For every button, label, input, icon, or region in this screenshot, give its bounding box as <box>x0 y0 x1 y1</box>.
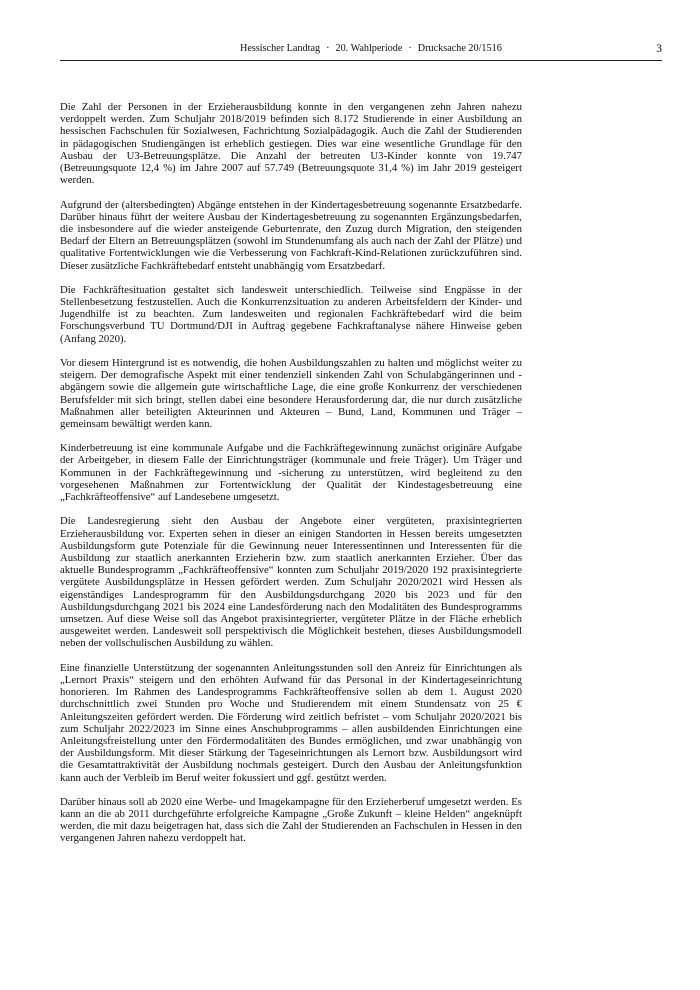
publication-name: Hessischer Landtag <box>240 43 321 54</box>
header-separator: · <box>326 43 330 54</box>
legislative-period: 20. Wahlperiode <box>335 43 403 54</box>
header-separator: · <box>408 43 412 54</box>
paragraph: Die Fachkräftesituation gestaltet sich landesweit unterschiedlich. Teilweise sind Engpässe in der Stellenbesetzung festzustellen. Auch die Konkurrenzsituation zu anderen Arbeitsfeldern der Kinder- und Jugendhilfe ist zu beachten. Zum landesweiten und regionalen Fachkräftebedarf wird die beim Forschungsverbund TU Dortmund/DJI in Auftrag gegebene Fachkraftanalyse nähere Hinweise geben (Anfang 2020). <box>60 283 522 345</box>
running-head <box>240 40 502 58</box>
paragraph: Kinderbetreuung ist eine kommunale Aufgabe und die Fachkräftegewinnung zunächst originäre Aufgabe der Arbeitgeber, in diesem Falle der Einrichtungsträger (kommunale und freie Träger). Um Träger und Kommunen in der Fachkräftegewinnung und -sicherung zu unterstützen, wird begleitend zu den vorgesehenen Maßnahmen zur Fortentwicklung der Qualität der Kindestagesbetreuung eine „Fachkräfteoffensive“ auf Landesebene umgesetzt. <box>60 442 522 504</box>
header-rule <box>60 60 662 61</box>
paragraph: Die Zahl der Personen in der Erzieherausbildung konnte in den vergangenen zehn Jahren nahezu verdoppelt werden. Zum Schuljahr 2018/2019 befinden sich 8.172 Studierende in einer Ausbildung an hessischen Fachschulen für Sozialwesen, Fachrichtung Sozialpädagogik. Auch die Zahl der Studierenden in pädagogischen Studiengängen ist erheblich gestiegen. Dies war eine wesentliche Grundlage für den Ausbau der U3-Betreuungsplätze. Die Anzahl der betreuten U3-Kinder konnte von 19.747 (Betreuungsquote 12,4 %) im Jahre 2007 auf 57.749 (Betreuungsquote 31,4 %) im Jahr 2019 gesteigert werden. <box>60 101 522 187</box>
document-number: Drucksache 20/1516 <box>417 43 502 54</box>
paragraph: Eine finanzielle Unterstützung der sogenannten Anleitungsstunden soll den Anreiz für Einrichtungen als „Lernort Praxis“ steigern und den erhöhten Aufwand für das Personal in der Kindertageseinrichtung honorieren. Im Rahmen des Landesprogramms Fachkräfteoffensive sollen ab dem 1. August 2020 durchschnittlich zwei Stunden pro Woche und Studierendem mit einem Stundensatz von 25 € Anleitungszeiten gefördert werden. Die Förderung wird zeitlich befristet – vom Schuljahr 2020/2021 bis zum Schuljahr 2022/2023 im Sinne eines Anschubprogramms – allen ausbildenden Einrichtungen eine Anleitungsfreistellung unter den Fördermodalitäten des Bundes ermöglichen, und zwar unabhängig von der Ausbildungsform. Mit dieser Stärkung der Tageseinrichtungen als Lernort bzw. Ausbildungsort wird die Gesamtattraktivität der Ausbildung nochmals gesteigert. Durch den Ausbau der Anleitungsfunktion kann auch der Verbleib im Beruf weiter fokussiert und ggf. gestützt werden. <box>60 661 522 784</box>
paragraph: Aufgrund der (altersbedingten) Abgänge entstehen in der Kindertagesbetreuung sogenannte Ersatzbedarfe. Darüber hinaus führt der weitere Ausbau der Kindertagesbetreuung zu sogenannten Ergänzungsbedarfen, die insbesondere auf die wieder ansteigende Geburtenrate, den Zuzug durch Migration, den steigenden Bedarf der Eltern an Betreuungsplätzen (sowohl im Stundenumfang als auch nach der Zahl der Plätze) und qualitative Fortentwicklungen wie die Verbesserung von Fachkraft-Kind-Relationen zurückzuführen sind. Dieser zusätzliche Fachkräftebedarf entsteht unabhängig vom Ersatzbedarf. <box>60 198 522 272</box>
page-number: 3 <box>656 43 662 55</box>
paragraph: Vor diesem Hintergrund ist es notwendig, die hohen Ausbildungszahlen zu halten und möglichst weiter zu steigern. Der demografische Aspekt mit einer tendenziell sinkenden Zahl von Schulabgängerinnen und -abgängern sowie die allgemein gute wirtschaftliche Lage, die eine große Konkurrenz der verschiedenen Berufsfelder mit sich bringt, stellen dabei eine besondere Herausforderung dar, die nur durch zusätzliche Maßnahmen aller beteiligten Akteurinnen und Akteuren – Bund, Land, Kommunen und Träger – gemeinsam bewältigt werden kann. <box>60 356 522 430</box>
document-body <box>60 101 522 857</box>
paragraph: Die Landesregierung sieht den Ausbau der Angebote einer vergüteten, praxisintegrierten Erzieherausbildung vor. Experten sehen in dieser an einigen Standorten in Hessen bereits umgesetzten Ausbildungsform gute Potenziale für die Gewinnung neuer Interessentinnen und Interessenten für die Ausbildung zur staatlich anerkannten Erzieherin bzw. zum staatlich anerkannten Erzieher. Über das aktuelle Bundesprogramm „Fachkräfteoffensive“ konnten zum Schuljahr 2019/2020 192 praxisintegrierte vergütete Ausbildungsplätze in Hessen gefördert werden. Zum Schuljahr 2020/2021 wird Hessen als eigenständiges Landesprogramm für den Ausbildungsdurchgang 2020 bis 2023 und für den Ausbildungsdurchgang 2021 bis 2024 eine Landesförderung nach den Modalitäten des Bundesprogramms umsetzen. Auf diese Weise soll das Angebot praxisintegrierter, vergüteter Plätze in der Fläche erheblich ausgeweitet werden. Landesweit soll perspektivisch die Möglichkeit bestehen, dieses Ausbildungsmodell neben der vollschulischen Ausbildung zu wählen. <box>60 515 522 650</box>
paragraph: Darüber hinaus soll ab 2020 eine Werbe- und Imagekampagne für den Erzieherberuf umgesetzt werden. Es kann an die ab 2011 durchgeführte erfolgreiche Kampagne „Große Zukunft – kleine Helden“ angeknüpft werden, die mit dazu beigetragen hat, dass sich die Zahl der Studierenden an Fachschulen in Hessen in den vergangenen Jahren nahezu verdoppelt hat. <box>60 795 522 845</box>
page-header <box>60 40 662 58</box>
